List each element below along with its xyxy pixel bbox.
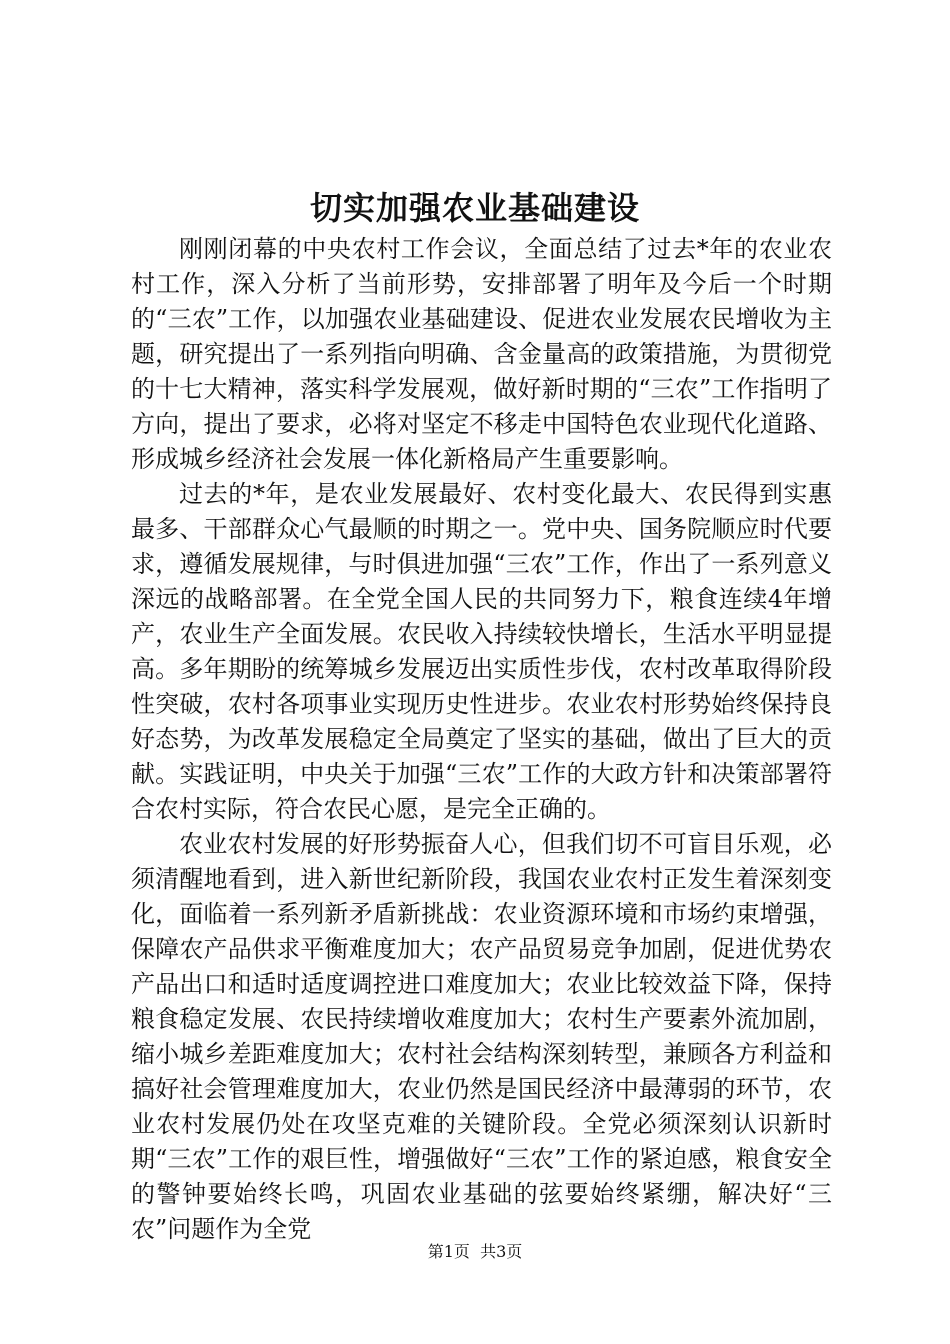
- document-title: 切实加强农业基础建设: [309, 189, 640, 227]
- page-footer: 第1页 共3页: [427, 1242, 523, 1261]
- document-body: [131, 232, 832, 1247]
- paragraph-2: 过去的*年，是农业发展最好、农村变化最大、农民得到实惠最多、干部群众心气最顺的时期之一。党中央、国务院顺应时代要求，遵循发展规律，与时俱进加强“三农”工作，作出了一系列意义深远的战略部署。在全党全国人民的共同努力下，粮食连续4年增产，农业生产全面发展。农民收入持续较快增长，生活水平明显提高。多年期盼的统筹城乡发展迈出实质性步伐，农村改革取得阶段性突破，农村各项事业实现历史性进步。农业农村形势始终保持良好态势，为改革发展稳定全局奠定了坚实的基础，做出了巨大的贡献。实践证明，中央关于加强“三农”工作的大政方针和决策部署符合农村实际，符合农民心愿，是完全正确的。: [131, 480, 832, 823]
- paragraph-3: 农业农村发展的好形势振奋人心，但我们切不可盲目乐观，必须清醒地看到，进入新世纪新阶段，我国农业农村正发生着深刻变化，面临着一系列新矛盾新挑战：农业资源环境和市场约束增强，保障农产品供求平衡难度加大；农产品贸易竞争加剧，促进优势农产品出口和适时适度调控进口难度加大；农业比较效益下降，保持粮食稳定发展、农民持续增收难度加大；农村生产要素外流加剧，缩小城乡差距难度加大；农村社会结构深刻转型，兼顾各方利益和搞好社会管理难度加大，农业仍然是国民经济中最薄弱的环节，农业农村发展仍处在攻坚克难的关键阶段。全党必须深刻认识新时期“三农”工作的艰巨性，增强做好“三农”工作的紧迫感，粮食安全的警钟要始终长鸣，巩固农业基础的弦要始终紧绷，解决好“三农”问题作为全党: [131, 830, 832, 1243]
- paragraph-1: 刚刚闭幕的中央农村工作会议，全面总结了过去*年的农业农村工作，深入分析了当前形势，安排部署了明年及今后一个时期的“三农”工作，以加强农业基础建设、促进农业发展农民增收为主题，研究提出了一系列指向明确、含金量高的政策措施，为贯彻党的十七大精神，落实科学发展观，做好新时期的“三农”工作指明了方向，提出了要求，必将对坚定不移走中国特色农业现代化道路、形成城乡经济社会发展一体化新格局产生重要影响。: [131, 235, 832, 473]
